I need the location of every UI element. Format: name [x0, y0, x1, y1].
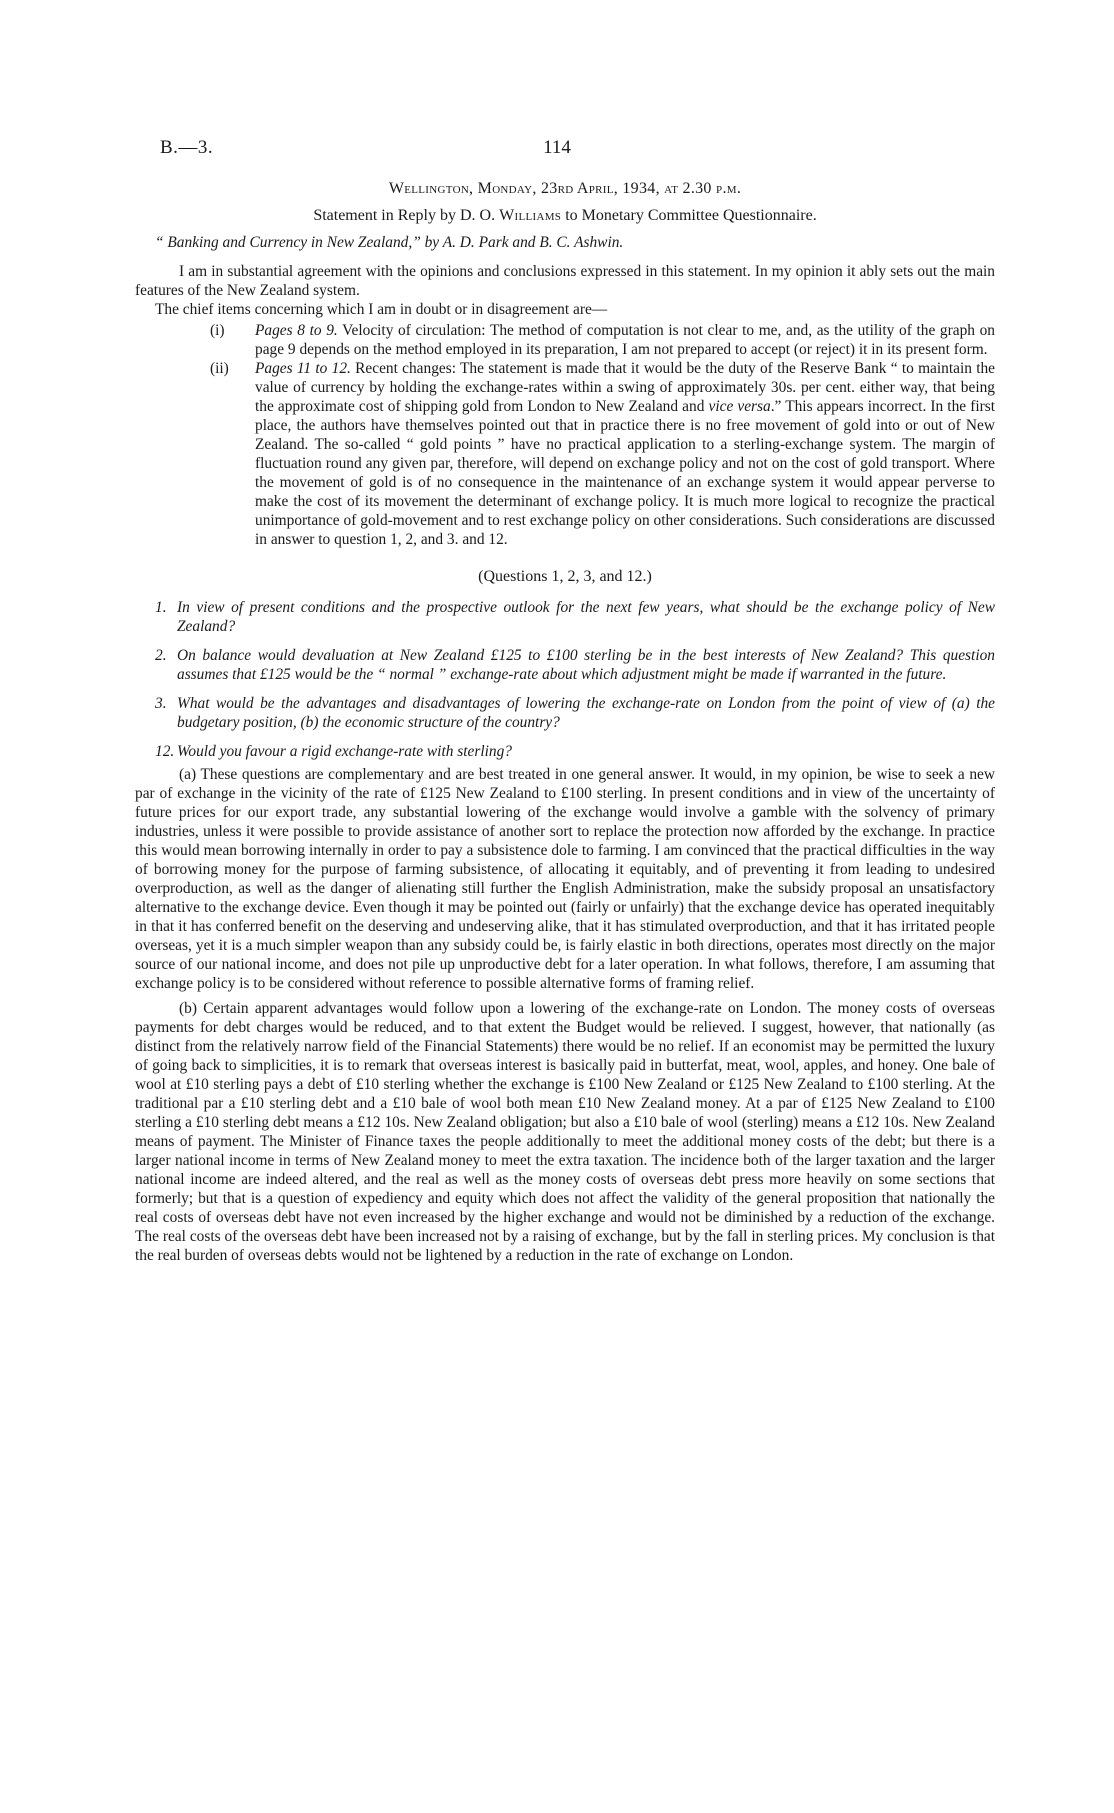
- answer-a-label: (a): [179, 766, 197, 783]
- question-text: What would be the advantages and disadvantages of lowering the exchange-rate on London from the point of view of (a) the budgetary position, (b) the economic structure of the country?: [177, 695, 995, 731]
- question-item: [135, 694, 995, 732]
- list-item: [135, 321, 995, 359]
- item-number: (ii): [210, 360, 229, 377]
- question-number: 1.: [155, 599, 167, 616]
- answer-a-text: These questions are complementary and are best treated in one general answer. It would, in my opinion, be wise to seek a new par of exchange in the vicinity of the rate of £125 New Zealand to £100 sterling. In present conditions and in view of the uncertainty of future prices for our export trade, any substantial lowering of the exchange would involve a gamble with the solvency of primary industries, unless it were possible to provide assistance of another sort to replace the protection now afforded by the exchange. In practice this would mean borrowing internally in order to pay a subsistence dole to farming. I am convinced that the practical difficulties in the way of borrowing money for the purpose of farming subsistence, of allocating it equitably, and of preventing it from leading to undesired overproduction, as well as the danger of alienating still further the English Administration, make the subsidy proposal an unsatisfactory alternative to the exchange device. Even though it may be pointed out (fairly or unfairly) that the exchange device has operated inequitably in that it has conferred benefit on the deserving and undeserving alike, that it has stimulated overproduction, and that it has irritated people overseas, yet it is a much simpler weapon than any subsidy could be, is fairly elastic in both directions, operates most directly on the major source of our national income, and does not pile up unproductive debt for a later operation. In what follows, therefore, I am assuming that exchange policy is to be considered without reference to possible alternative forms of framing relief.: [135, 766, 995, 992]
- item-text: .” This appears incorrect. In the first place, the authors have themselves pointed out that in practice there is no free movement of gold into or out of New Zealand. The so-called “ gold points ” have no practical application to a sterling-exchange system. The margin of fluctuation round any given par, therefore, will depend on exchange policy and not on the cost of gold transport. Where the movement of gold is of no consequence in the maintenance of an exchange system it would appear perverse to make the cost of its movement the determinant of exchange policy. It is much more logical to recognize the practical unimportance of gold-movement and to rest exchange policy on other considerations. Such considerations are discussed in answer to question 1, 2, and 3. and 12.: [255, 398, 995, 548]
- item-text-italic: vice versa: [708, 398, 771, 415]
- question-item: [135, 742, 995, 761]
- question-text: On balance would devaluation at New Zealand £125 to £100 sterling be in the best interests of New Zealand? This question assumes that £125 would be the “ normal ” exchange-rate about which adjustment might be made if warranted in the future.: [177, 647, 995, 683]
- question-number: 3.: [155, 695, 167, 712]
- statement-author: Williams: [499, 207, 562, 224]
- page-reference: B.—3.: [160, 137, 214, 158]
- answer-b-text: Certain apparent advantages would follow upon a lowering of the exchange-rate on London. The money costs of overseas payments for debt charges would be reduced, and to that extent the Budget would be relieved. I suggest, however, that nationally (as distinct from the relatively narrow field of the Financial Statements) there would be no relief. If an economist may be permitted the luxury of going back to simplicities, it is to remark that overseas interest is basically paid in butterfat, meat, wool, apples, and honey. One bale of wool at £10 sterling pays a debt of £10 sterling whether the exchange is £100 New Zealand or £125 New Zealand to £100 sterling. At the traditional par a £10 sterling debt and a £10 bale of wool both mean £10 New Zealand money. At a par of £125 New Zealand to £100 sterling a £10 sterling debt means a £12 10s. New Zealand obligation; but also a £10 bale of wool (sterling) means a £12 10s. New Zealand means of payment. The Minister of Finance taxes the people additionally to meet the additional money costs of the debt; but there is a larger national income in terms of New Zealand money to meet the extra taxation. The incidence both of the larger taxation and the larger national income are indeed altered, and the real as well as the money costs of overseas debt press more heavily on some sections that formerly; but that is a question of expediency and equity which does not affect the validity of the general proposition that nationally the real costs of overseas debt have not even increased by the higher exchange and would not be diminished by a reduction of the exchange. The real costs of the overseas debt have been increased not by a raising of exchange, but by the fall in sterling prices. My conclusion is that the real burden of overseas debts would not be lightened by a reduction in the rate of exchange on London.: [135, 1000, 995, 1264]
- page-content: [135, 179, 995, 1265]
- question-number: 12.: [155, 743, 175, 760]
- questions-heading: (Questions 1, 2, 3, and 12.): [478, 568, 652, 585]
- question-text: In view of present conditions and the prospective outlook for the next few years, what should be the exchange policy of New Zealand?: [177, 599, 995, 635]
- answer-b-paragraph: [135, 999, 995, 1265]
- answer-b-label: (b): [179, 1000, 197, 1017]
- item-reference: Pages 11 to 12.: [255, 360, 351, 377]
- question-number: 2.: [155, 647, 167, 664]
- statement-heading: [135, 206, 995, 225]
- intro-paragraph: I am in substantial agreement with the opinions and conclusions expressed in this statement. In my opinion it ably sets out the main features of the New Zealand system.: [135, 263, 995, 299]
- meeting-heading: Wellington, Monday, 23rd April, 1934, at 2.30 p.m.: [388, 180, 742, 197]
- statement-heading-pre: Statement in Reply by D. O.: [313, 207, 500, 224]
- items-list: [135, 321, 995, 549]
- question-item: [135, 646, 995, 684]
- list-item: [135, 359, 995, 549]
- item-number: (i): [210, 322, 225, 339]
- item-text: Velocity of circulation: The method of computation is not clear to me, and, as the utility of the graph on page 9 depends on the method employed in its preparation, I am not prepared to accept (or reject) it in its present form.: [255, 322, 995, 358]
- reference-title: “ Banking and Currency in New Zealand,” by A. D. Park and B. C. Ashwin.: [155, 234, 624, 251]
- page-number: 114: [543, 137, 571, 158]
- intro-line: The chief items concerning which I am in doubt or in disagreement are—: [155, 301, 608, 318]
- item-reference: Pages 8 to 9.: [255, 322, 338, 339]
- item-text: Recent changes: The statement is made that it would be the duty of the Reserve Bank “ to maintain the value of currency by holding the exchange-rates within a swing of approximately 30s. per cent. either way, that being the approximate cost of shipping gold from London to New Zealand and: [255, 360, 995, 415]
- answer-a-paragraph: [135, 765, 995, 993]
- question-text: Would you favour a rigid exchange-rate with sterling?: [177, 743, 512, 760]
- statement-heading-post: to Monetary Committee Questionnaire.: [561, 207, 817, 224]
- question-item: [135, 598, 995, 636]
